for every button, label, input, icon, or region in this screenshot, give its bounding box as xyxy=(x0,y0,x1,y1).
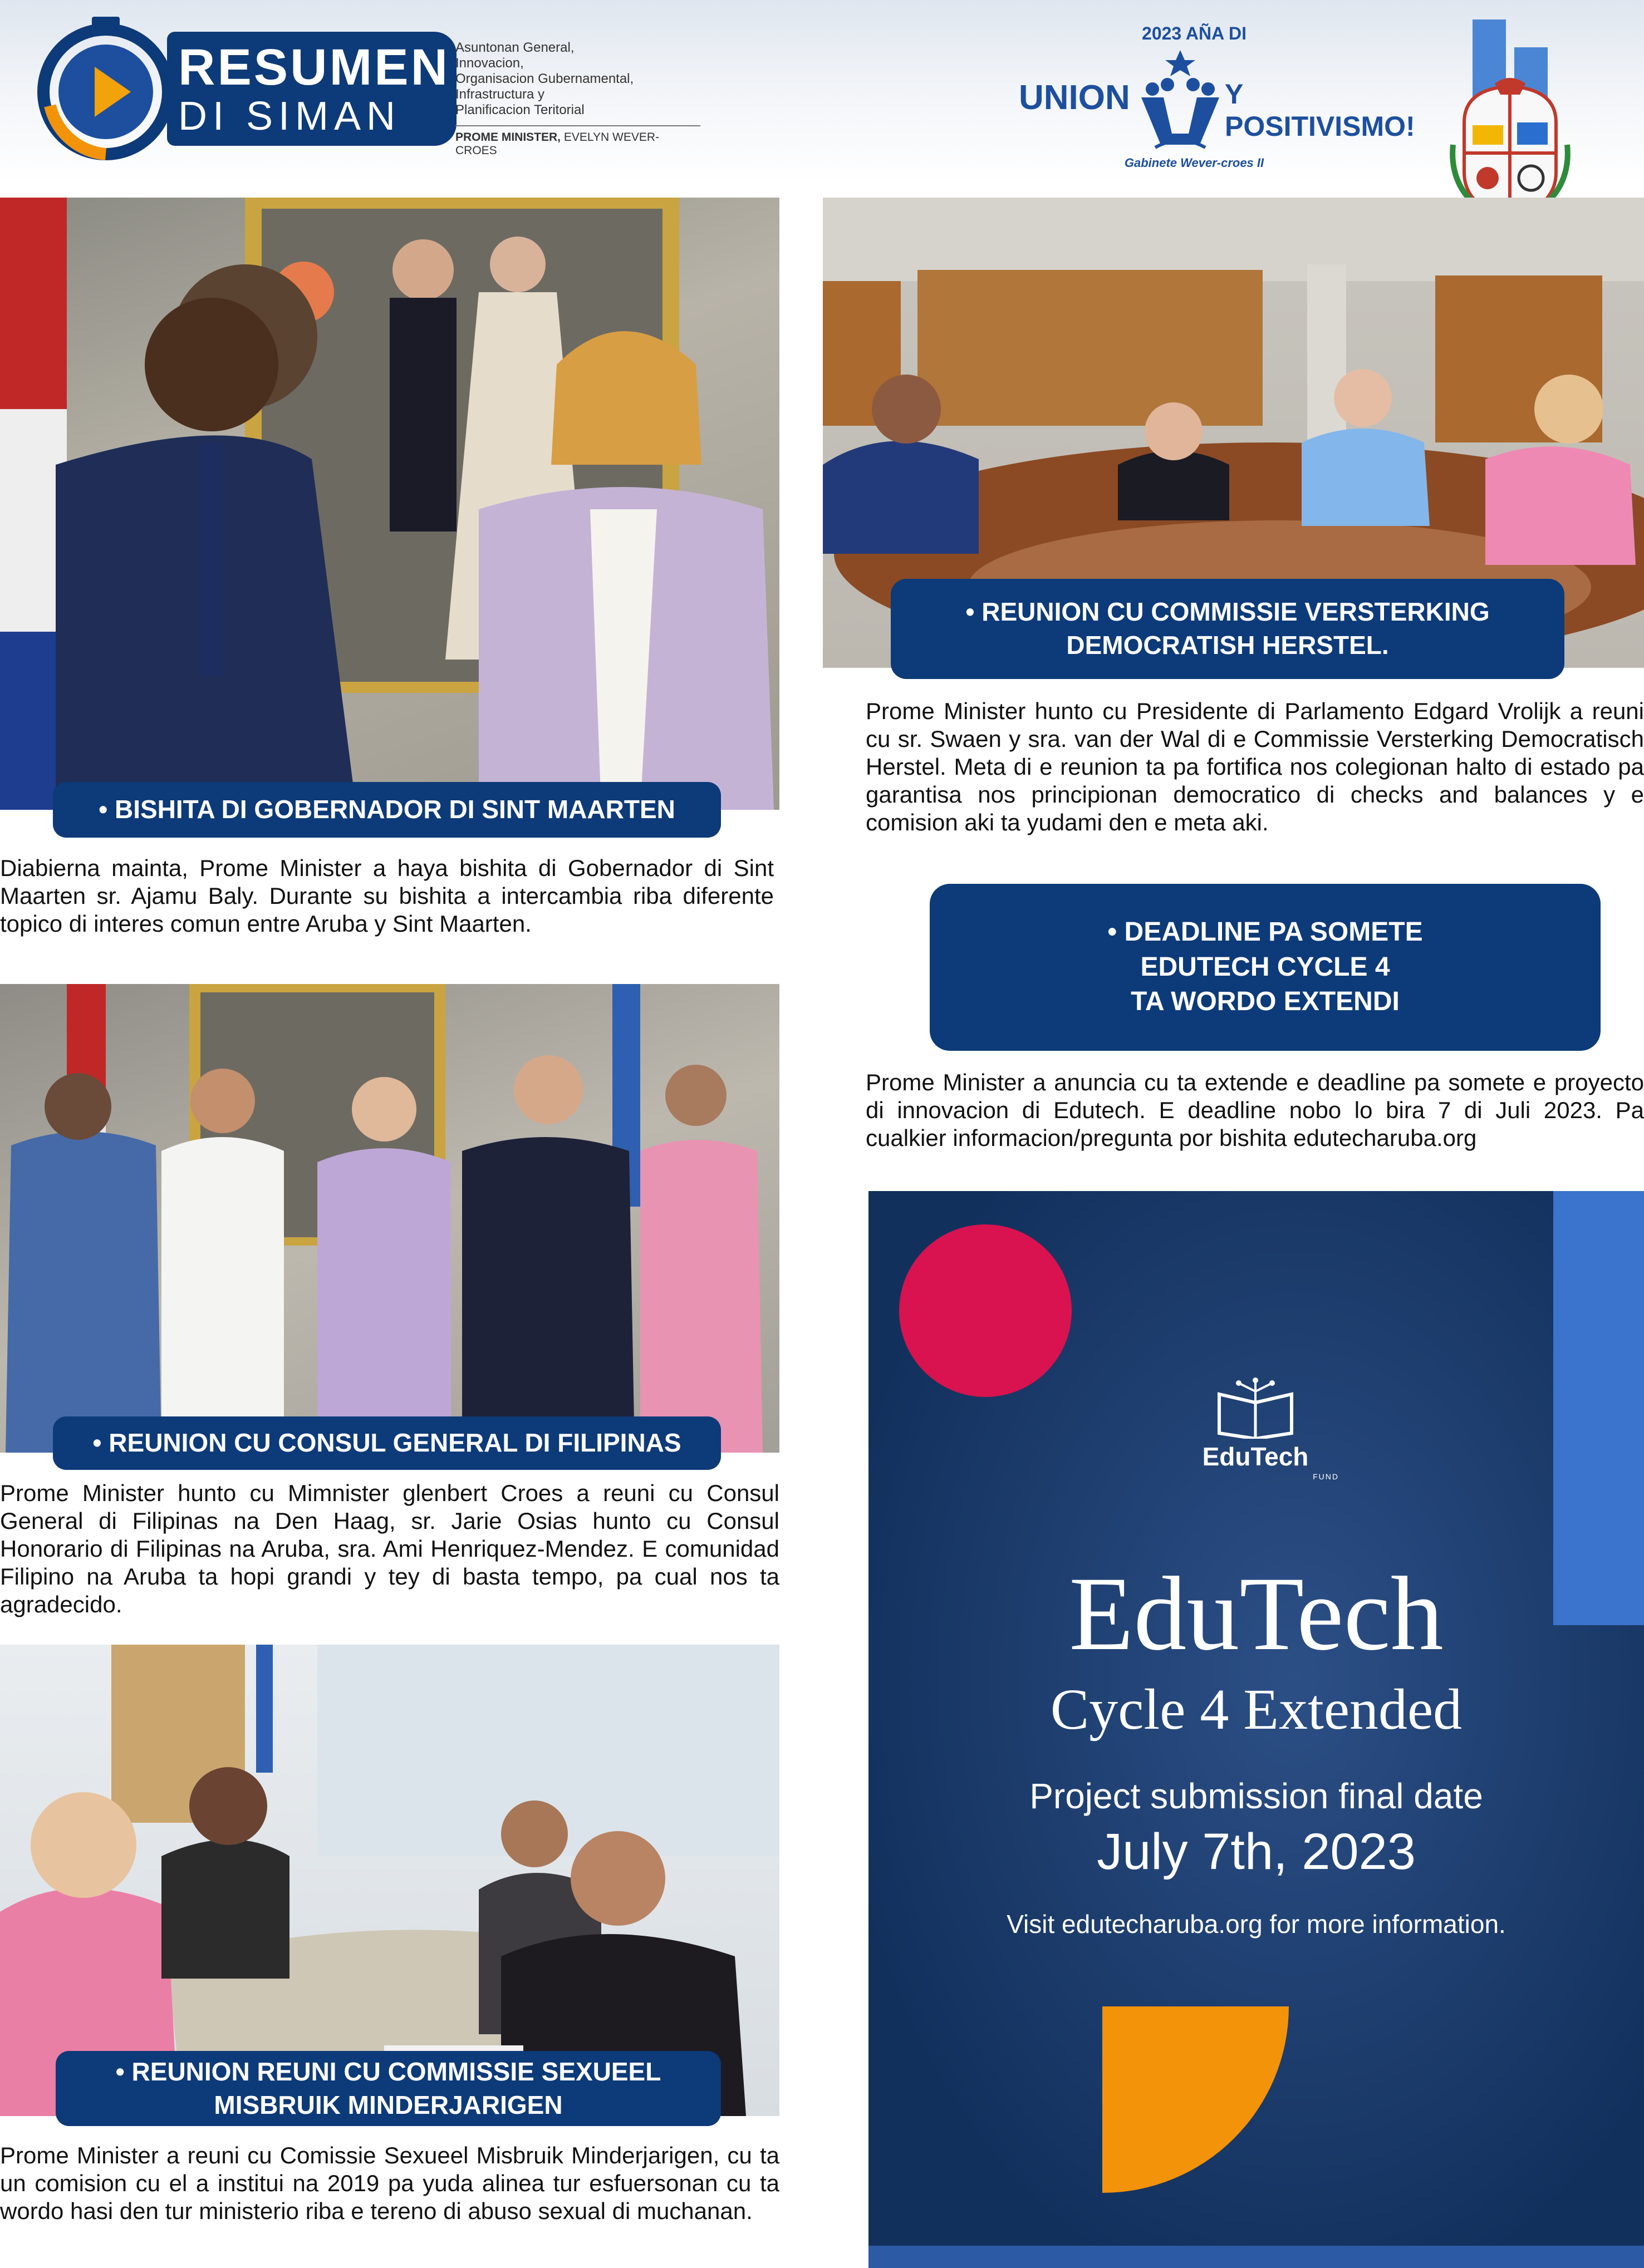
ministry-line: Organisacion Gubernamental, xyxy=(455,71,634,86)
ministry-line: Asuntonan General, xyxy=(455,40,575,55)
caption-commission-abuse xyxy=(56,2051,721,2126)
caption-democratic-commission xyxy=(891,579,1564,679)
caption-line: MISBRUIK MINDERJARIGEN xyxy=(214,2090,563,2119)
campaign-logo xyxy=(1013,17,1415,178)
minister-person: EVELYN WEVER-CROES xyxy=(455,131,659,157)
logo-title: RESUMEN xyxy=(178,38,450,96)
ministry-line: Infrastructura y xyxy=(455,87,545,102)
caption-line: TA WORDO EXTENDI xyxy=(1131,987,1400,1017)
photo-consul-meeting xyxy=(0,984,779,1453)
minister-title: PROME MINISTER, xyxy=(455,131,561,144)
caption-line: • REUNION REUNI CU COMMISSIE SEXUEEL xyxy=(115,2057,661,2086)
resumen-logo xyxy=(33,17,457,161)
ministry-line: Innovacion, xyxy=(455,56,524,71)
caption-line: • DEADLINE PA SOMETE xyxy=(1107,917,1423,947)
poster-title: EduTech xyxy=(1069,1556,1444,1672)
photo-governor-visit xyxy=(0,198,779,810)
book-circuit-icon xyxy=(1214,1377,1297,1439)
people-star-icon xyxy=(1138,50,1222,150)
text-commission-abuse: Prome Minister a reuni cu Comissie Sexueel Misbruik Minderjarigen, cu ta un comision cu el a institui na 2019 pa yuda alinea tur esfuersonan cu ta wordo hasi den tur ministerio riba e tereno di abuso sexual di muchanan. xyxy=(0,2142,779,2224)
campaign-cabinet: Gabinete Wever-croes II xyxy=(1124,156,1264,170)
poster-subtitle: Cycle 4 Extended xyxy=(1050,1677,1463,1741)
stopwatch-icon xyxy=(33,17,178,161)
text-democratic-commission: Prome Minister hunto cu Presidente di Parlamento Edgard Vrolijk a reuni cu sr. Swaen y sra. van der Wal di e Commissie Versterking Democratisch Herstel. Meta di e reunion ta pa fortifica nos colegionan halto di estado pa garantisa nos principionan democratico di checks and balances y e comision aki ta yudami den e meta aki. xyxy=(866,698,1644,835)
poster-visit: Visit edutecharuba.org for more information. xyxy=(1007,1910,1506,1939)
ministry-list xyxy=(455,40,700,118)
caption-consul-meeting: • REUNION CU CONSUL GENERAL DI FILIPINAS xyxy=(53,1416,721,1470)
text-governor-visit: Diabierna mainta, Prome Minister a haya bishita di Gobernador di Sint Maarten sr. Ajamu Baly. Durante su bishita a intercambia riba diferente topico di interes comun entre Aruba y Sint Maarten. xyxy=(0,855,774,937)
campaign-year: 2023 AÑA DI xyxy=(1142,23,1247,43)
caption-governor-visit: • BISHITA DI GOBERNADOR DI SINT MAARTEN xyxy=(53,782,721,838)
campaign-positivism: Y POSITIVISMO! xyxy=(1225,78,1415,142)
poster-submission-label: Project submission final date xyxy=(1029,1776,1483,1816)
poster-logo-sub: FUND xyxy=(1313,1472,1339,1481)
caption-line: EDUTECH CYCLE 4 xyxy=(1140,952,1390,982)
campaign-union: UNION xyxy=(1019,78,1130,117)
edutech-poster xyxy=(868,1191,1644,2268)
minister-name xyxy=(455,125,700,158)
caption-edutech-deadline xyxy=(930,884,1601,1051)
text-edutech-deadline: Prome Minister a anuncia cu ta extende e deadline pa somete e proyecto di innovacion di Edutech. E deadline nobo lo bira 7 di Juli 2023. Pa cualkier informacion/pregunta por bishita edutecharuba.org xyxy=(866,1069,1644,1151)
logo-subtitle: DI SIMAN xyxy=(178,94,401,139)
text-consul-meeting: Prome Minister hunto cu Mimnister glenbert Croes a reuni cu Consul General di Filipinas na Den Haag, sr. Jarie Osias hunto cu Consul Honorario di Filipinas na Aruba, sra. Ami Henriquez-Mendez. E comunidad Filipino na Aruba ta hopi grandi y tey di basta tempo, pa cual nos ta agradecido. xyxy=(0,1480,779,1617)
caption-line: DEMOCRATISH HERSTEL. xyxy=(1066,631,1389,660)
poster-date: July 7th, 2023 xyxy=(1097,1823,1416,1880)
photo-commission-abuse xyxy=(0,1645,779,2116)
poster-logo-name: EduTech xyxy=(1202,1442,1309,1471)
ministry-line: Planificacion Teritorial xyxy=(455,102,585,117)
caption-line: • REUNION CU COMMISSIE VERSTERKING xyxy=(965,597,1490,627)
